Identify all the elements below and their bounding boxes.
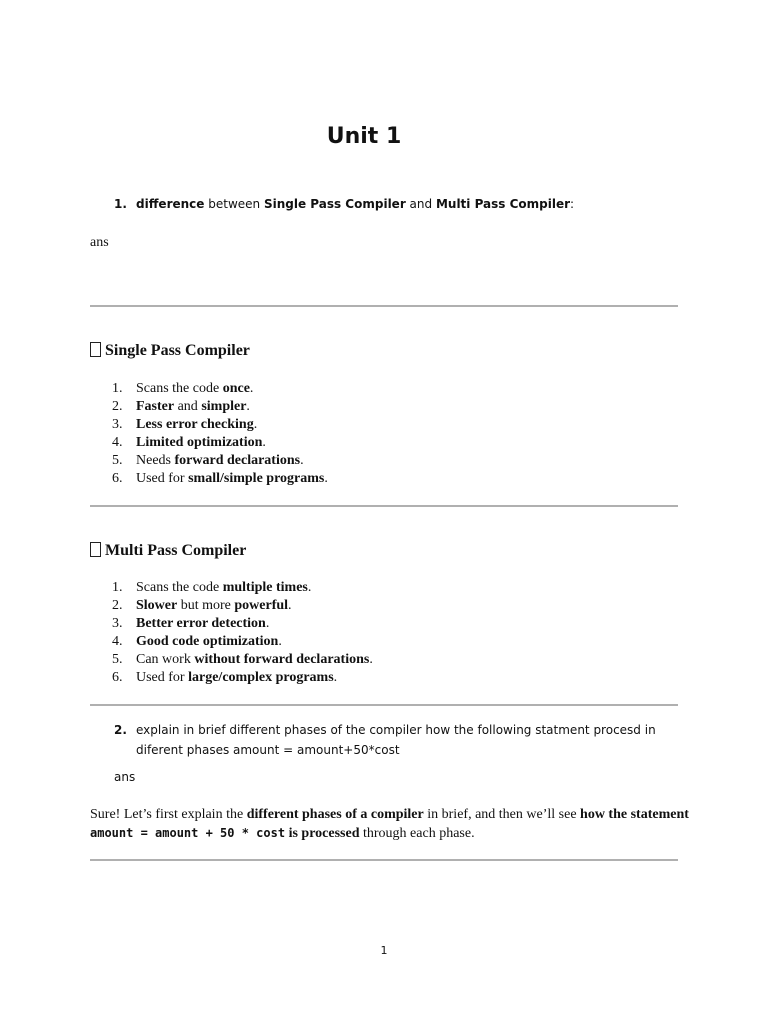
list-text: and — [174, 399, 202, 414]
single-pass-heading — [90, 342, 250, 360]
horizontal-rule-1 — [90, 305, 678, 307]
intro-text-3: through each phase. — [359, 826, 475, 841]
list-text: . — [324, 471, 328, 486]
list-text: . — [307, 580, 312, 595]
list-text: . — [262, 435, 266, 450]
list-text: without forward declarations — [194, 652, 370, 667]
list-text: small/simple programs — [188, 471, 325, 486]
intro-bold-2: how the statement — [580, 807, 689, 822]
single-pass-item-5 — [90, 452, 328, 470]
list-text: powerful — [234, 598, 289, 613]
question-1 — [114, 197, 574, 211]
answer-label-2: ans — [114, 770, 136, 784]
question-1-fragment: : — [570, 197, 575, 211]
multi-pass-heading-text: Multi Pass Compiler — [105, 542, 247, 559]
checkbox-emoji-icon — [90, 342, 101, 357]
list-number: 4. — [112, 435, 123, 450]
list-text: Less error checking — [136, 417, 254, 432]
list-number: 1. — [112, 381, 123, 396]
list-text: . — [333, 670, 338, 685]
list-text: . — [278, 634, 282, 649]
question-2-number: 2. — [114, 723, 127, 737]
list-text: Used for — [136, 670, 189, 685]
single-pass-item-6 — [90, 470, 328, 488]
single-pass-item-1 — [90, 380, 328, 398]
intro-text-2: in brief, and then we’ll see — [423, 807, 581, 822]
list-number: 1. — [112, 580, 123, 595]
horizontal-rule-3 — [90, 704, 678, 706]
question-1-fragment: Single Pass Compiler — [263, 197, 406, 211]
single-pass-item-2 — [90, 398, 328, 416]
list-text: simpler — [201, 399, 247, 414]
single-pass-item-4 — [90, 434, 328, 452]
intro-bold-3: is processed — [285, 826, 360, 841]
list-text: . — [300, 453, 304, 468]
question-1-fragment: and — [405, 197, 436, 211]
horizontal-rule-2 — [90, 505, 678, 507]
list-number: 5. — [112, 652, 123, 667]
list-text: but more — [177, 598, 235, 613]
question-1-fragment: Multi Pass Compiler — [435, 197, 571, 211]
question-2-text: explain in brief different phases of the compiler how the following statment procesd in diferent phases amount = amount+50*cost — [136, 723, 656, 757]
list-text: Faster — [136, 399, 175, 414]
list-text: Limited optimization — [136, 435, 263, 450]
list-text: . — [288, 598, 292, 613]
list-text: Better error detection — [136, 616, 266, 631]
list-text: . — [265, 616, 270, 631]
list-text: once — [222, 381, 250, 396]
list-number: 2. — [112, 598, 123, 613]
intro-text-1: Sure! Let’s first explain the — [90, 807, 247, 822]
single-pass-heading-text: Single Pass Compiler — [105, 342, 250, 359]
single-pass-list — [90, 380, 328, 488]
intro-bold-1: different phases of a compiler — [246, 807, 424, 822]
list-number: 5. — [112, 453, 123, 468]
multi-pass-list — [90, 579, 373, 687]
list-number: 6. — [112, 670, 123, 685]
list-text: . — [369, 652, 373, 667]
multi-pass-item-6 — [90, 669, 373, 687]
question-1-fragment: difference — [136, 197, 205, 211]
list-number: 4. — [112, 634, 123, 649]
list-number: 3. — [112, 417, 123, 432]
list-text: Scans the code — [136, 580, 223, 595]
answer-label-1: ans — [90, 235, 109, 250]
list-text: Can work — [136, 652, 195, 667]
list-text: Good code optimization — [136, 634, 279, 649]
multi-pass-item-4 — [90, 633, 373, 651]
list-text: forward declarations — [174, 453, 301, 468]
list-number: 2. — [112, 399, 123, 414]
intro-paragraph — [90, 806, 690, 843]
multi-pass-item-2 — [90, 597, 373, 615]
question-1-fragment: between — [204, 197, 264, 211]
list-text: Used for — [136, 471, 189, 486]
list-number: 3. — [112, 616, 123, 631]
list-text: Needs — [136, 453, 175, 468]
page-title: Unit 1 — [326, 124, 402, 149]
horizontal-rule-4 — [90, 859, 678, 861]
question-2 — [114, 720, 684, 760]
checkbox-emoji-icon — [90, 542, 101, 557]
question-1-number: 1. — [114, 197, 127, 211]
multi-pass-item-1 — [90, 579, 373, 597]
list-text: multiple times — [222, 580, 308, 595]
list-text: large/complex programs — [188, 670, 334, 685]
multi-pass-heading — [90, 542, 246, 560]
list-text: . — [253, 417, 258, 432]
statement-code: amount = amount + 50 * cost — [90, 826, 286, 840]
page-number: 1 — [380, 944, 388, 957]
list-text: . — [249, 381, 254, 396]
list-text: Scans the code — [136, 381, 223, 396]
multi-pass-item-3 — [90, 615, 373, 633]
single-pass-item-3 — [90, 416, 328, 434]
multi-pass-item-5 — [90, 651, 373, 669]
list-text: . — [246, 399, 250, 414]
list-text: Slower — [136, 598, 178, 613]
question-1-text — [136, 197, 574, 211]
list-number: 6. — [112, 471, 123, 486]
